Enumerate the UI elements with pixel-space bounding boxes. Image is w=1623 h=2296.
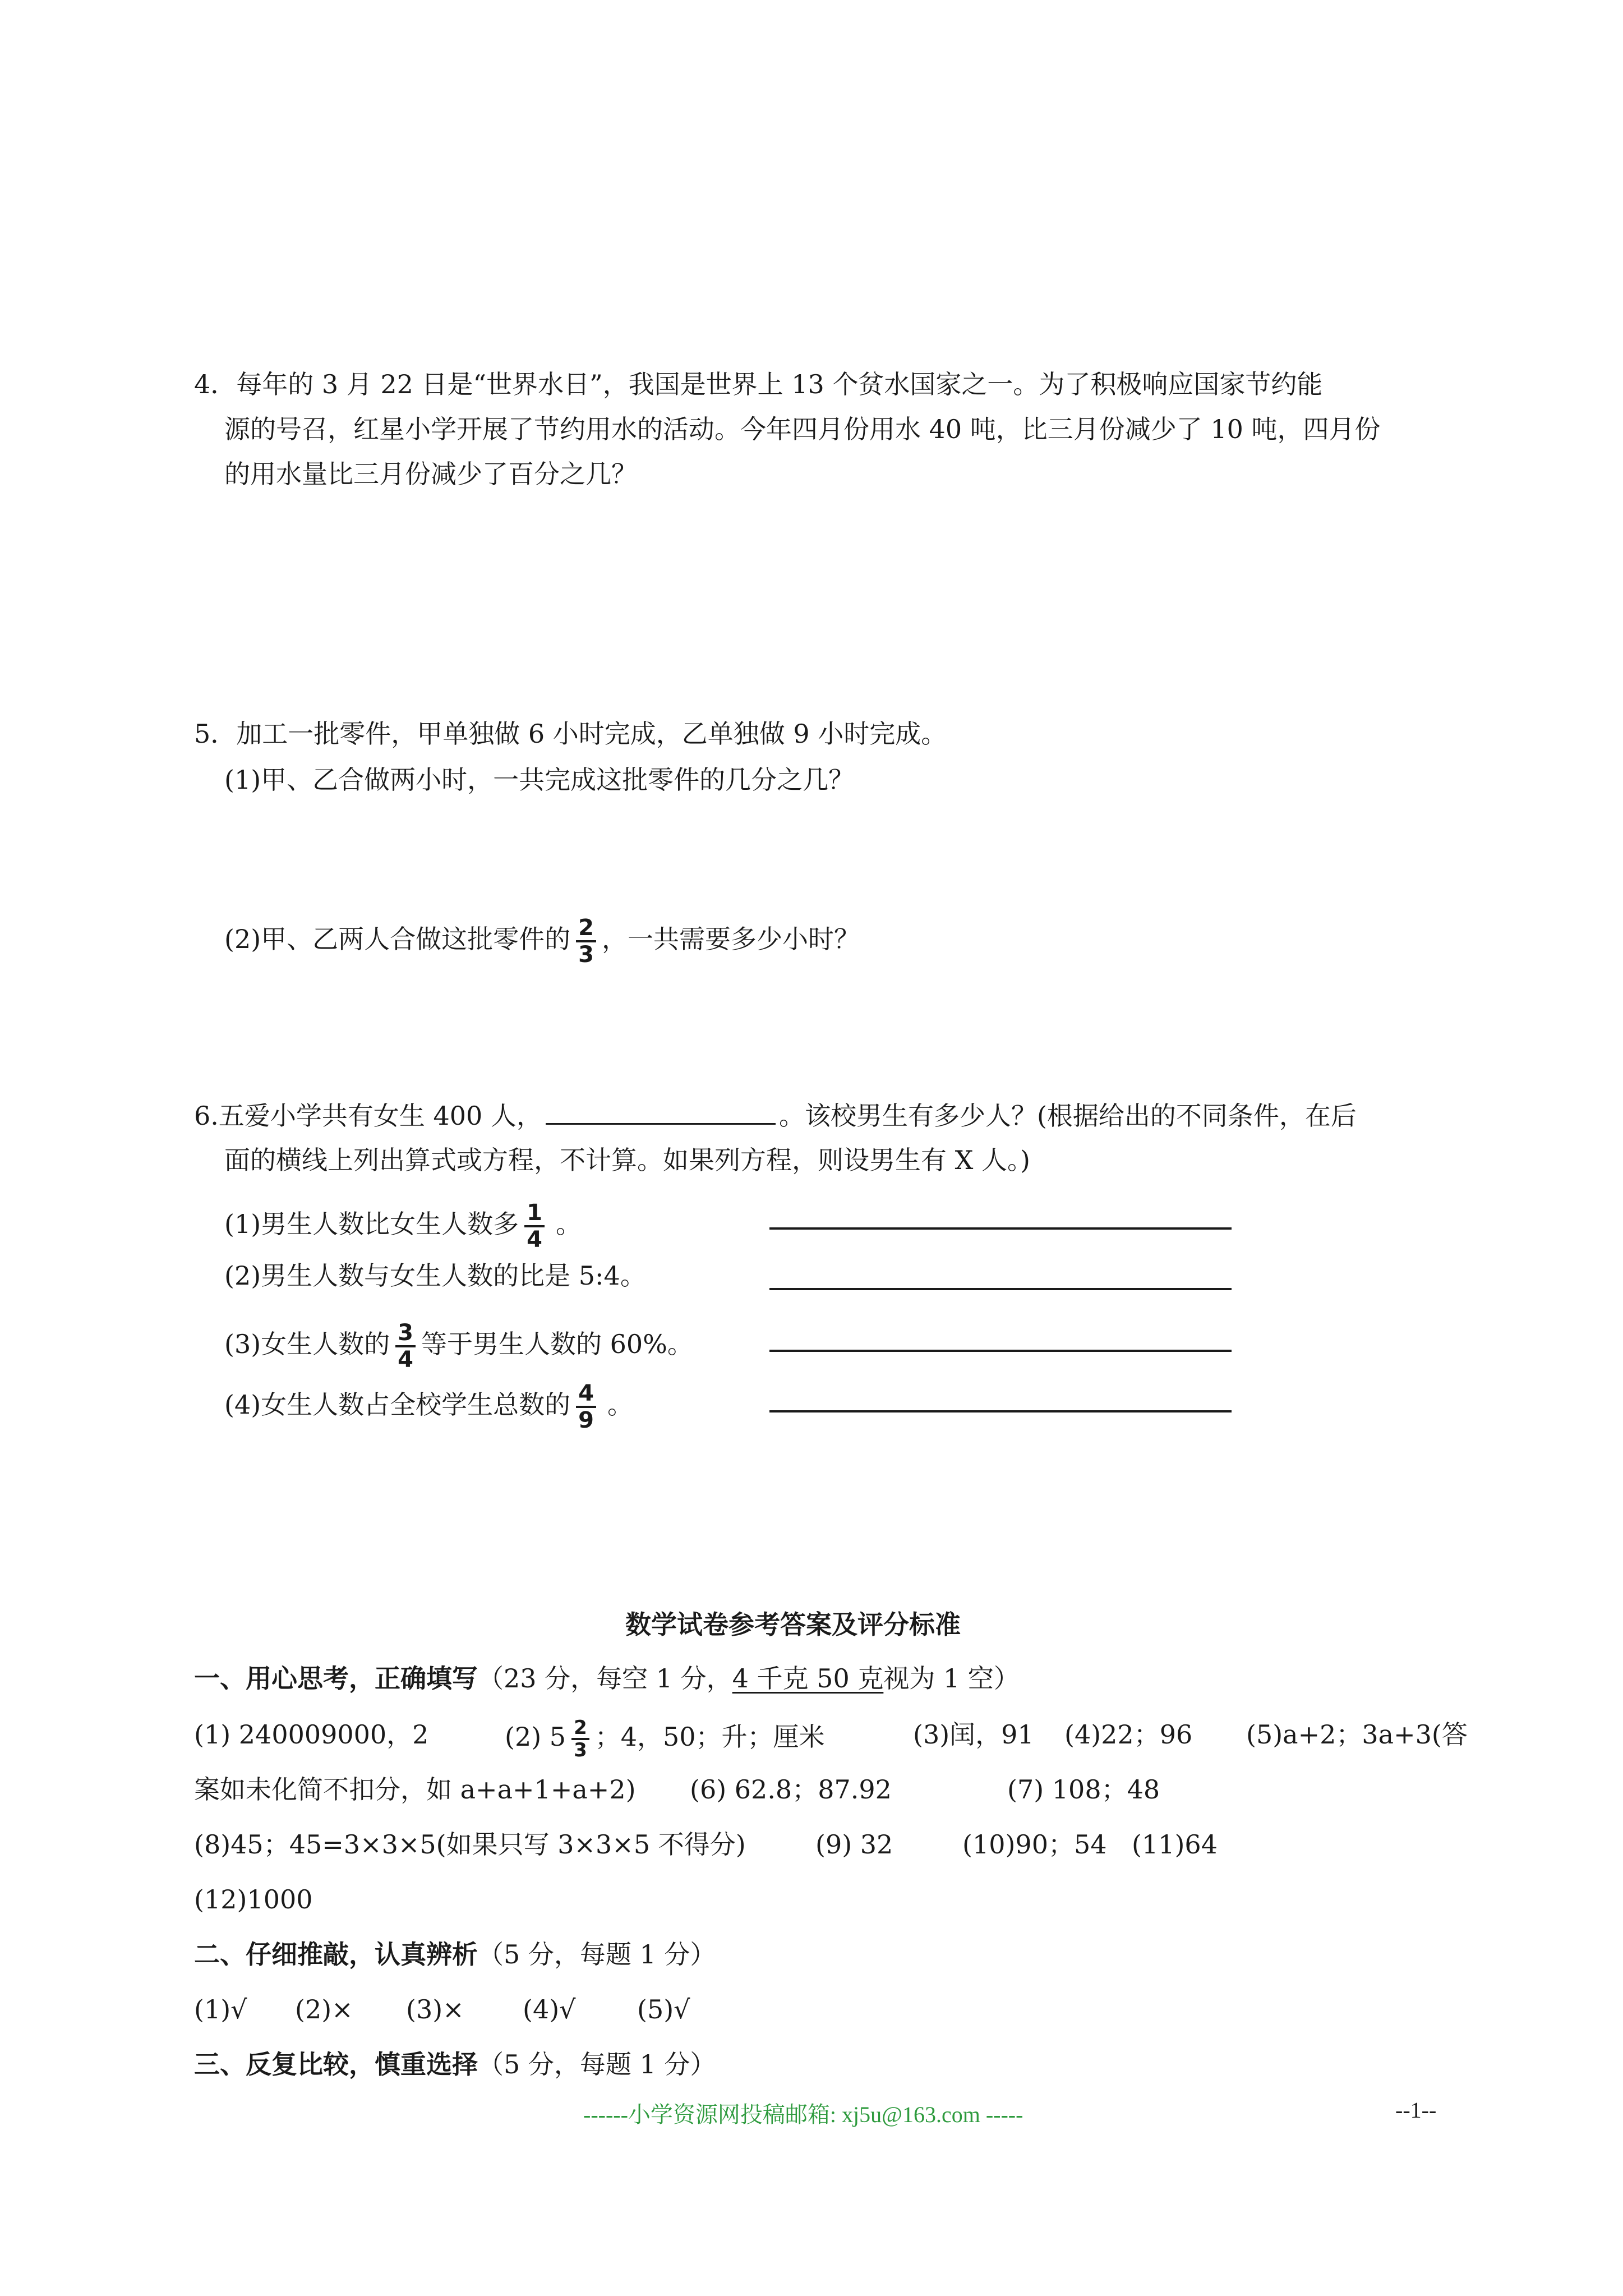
q5-sub-1: (1)甲、乙合做两小时，一共完成这批零件的几分之几？	[224, 765, 855, 795]
fraction	[576, 1381, 596, 1433]
q5-sub-2-text-before: (2)甲、乙两人合做这批零件的	[224, 924, 571, 954]
answer-3-4: (11)64	[1132, 1829, 1218, 1860]
q6-item-1-after: 。	[556, 1209, 582, 1239]
section-1-note-before: （23 分，每空 1 分，	[478, 1663, 732, 1694]
answer-2-2: (6) 62.8；87.92	[690, 1774, 892, 1805]
section-1-heading-row	[194, 1662, 1020, 1695]
answer-4-1: (12)1000	[194, 1884, 313, 1915]
q4-line-3: 的用水量比三月份减少了百分之几？	[224, 459, 637, 489]
answer-1-5: (5)a+2；3a+3(答	[1246, 1719, 1468, 1750]
q6-item-3	[224, 1320, 693, 1372]
answer-line-1[interactable]	[769, 1227, 1232, 1230]
fraction-denominator: 4	[527, 1227, 543, 1253]
q6-item-4-before: (4)女生人数占全校学生总数的	[224, 1389, 571, 1420]
q6-item-1	[224, 1200, 582, 1252]
fraction-denominator: 4	[398, 1347, 414, 1373]
section-2-answer-2: (2)×	[295, 1994, 353, 2024]
answer-1-2-before: (2) 5	[505, 1722, 566, 1752]
fraction	[395, 1320, 416, 1372]
section-3-note: （5 分，每题 1 分）	[478, 2049, 716, 2079]
fraction-numerator: 2	[576, 915, 596, 942]
section-2-heading: 二、仔细推敲，认真辨析	[194, 1939, 478, 1970]
section-2-note: （5 分，每题 1 分）	[478, 1939, 716, 1970]
section-1-note-underlined: 4 千克 50 克	[732, 1663, 884, 1694]
fraction	[571, 1718, 589, 1760]
section-2-answer-1: (1)√	[194, 1994, 247, 2024]
answer-2-1: 案如未化简不扣分，如 a+a+1+a+2)	[194, 1774, 636, 1805]
fraction-denominator: 3	[578, 942, 594, 968]
q6-item-2	[224, 1259, 646, 1292]
section-3-heading-row	[194, 2047, 716, 2081]
fraction-numerator: 3	[395, 1320, 416, 1347]
section-2-answer-4: (4)√	[523, 1994, 576, 2024]
fraction-numerator: 2	[571, 1718, 589, 1740]
answer-2-3: (7) 108；48	[1007, 1774, 1160, 1805]
answer-key-title: 数学试卷参考答案及评分标准	[625, 1609, 961, 1640]
answer-3-1: (8)45；45=3×3×5(如果只写 3×3×5 不得分)	[194, 1829, 746, 1860]
q6-item-4	[224, 1381, 633, 1433]
section-1-note-after: 视为 1 空）	[883, 1663, 1020, 1694]
section-2-answer-3: (3)×	[406, 1994, 464, 2024]
section-1-heading: 一、用心思考，正确填写	[194, 1663, 478, 1694]
answer-1-1: (1) 240009000，2	[194, 1719, 429, 1750]
answer-1-4: (4)22；96	[1064, 1719, 1193, 1750]
answer-1-3: (3)闰，91	[913, 1719, 1034, 1750]
q5-line-1: 5．加工一批零件，甲单独做 6 小时完成，乙单独做 9 小时完成。	[194, 719, 947, 749]
page-number: --1--	[1395, 2097, 1437, 2123]
q6-line-1	[194, 1098, 1357, 1133]
fraction	[576, 915, 596, 967]
q6-item-4-after: 。	[607, 1389, 634, 1420]
q6-line-1-before: 6.五爱小学共有女生 400 人，	[194, 1101, 542, 1131]
fraction	[524, 1200, 545, 1252]
q6-item-3-after: 等于男生人数的 60%。	[421, 1329, 693, 1359]
footer-email-link[interactable]: ------小学资源网投稿邮箱: xj5u@163.com -----	[583, 2102, 1023, 2127]
q6-line-1-after: 。该校男生有多少人？(根据给出的不同条件，在后	[778, 1101, 1357, 1131]
answer-1-2	[505, 1718, 825, 1760]
q6-fill-blank[interactable]	[546, 1098, 776, 1125]
answer-line-3[interactable]	[769, 1350, 1232, 1352]
q4-line-1: 4．每年的 3 月 22 日是“世界水日”，我国是世界上 13 个贫水国家之一。为了积极响应国家节约能	[194, 369, 1323, 399]
q5-sub-2	[224, 915, 860, 967]
fraction-numerator: 1	[524, 1200, 545, 1227]
answer-3-3: (10)90；54	[962, 1829, 1107, 1860]
q4-line-2: 源的号召，红星小学开展了节约用水的活动。今年四月份用水 40 吨，比三月份减少了 10 吨，四月份	[224, 414, 1381, 444]
section-2-heading-row	[194, 1938, 716, 1971]
fraction-numerator: 4	[576, 1381, 596, 1408]
q6-line-2: 面的横线上列出算式或方程，不计算。如果列方程，则设男生有 X 人。)	[224, 1145, 1030, 1175]
q6-item-2-text: (2)男生人数与女生人数的比是 5:4。	[224, 1260, 646, 1291]
section-2-answer-5: (5)√	[637, 1994, 690, 2024]
q6-item-1-before: (1)男生人数比女生人数多	[224, 1209, 519, 1239]
answer-1-2-after: ；4，50；升；厘米	[594, 1722, 825, 1752]
fraction-denominator: 9	[578, 1407, 594, 1433]
answer-line-4[interactable]	[769, 1410, 1232, 1412]
answer-line-2[interactable]	[769, 1288, 1232, 1290]
q5-sub-2-text-after: ，一共需要多少小时？	[602, 924, 860, 954]
answer-3-2: (9) 32	[815, 1829, 893, 1860]
q6-item-3-before: (3)女生人数的	[224, 1329, 390, 1359]
section-3-heading: 三、反复比较，慎重选择	[194, 2049, 478, 2079]
fraction-denominator: 3	[574, 1739, 587, 1761]
